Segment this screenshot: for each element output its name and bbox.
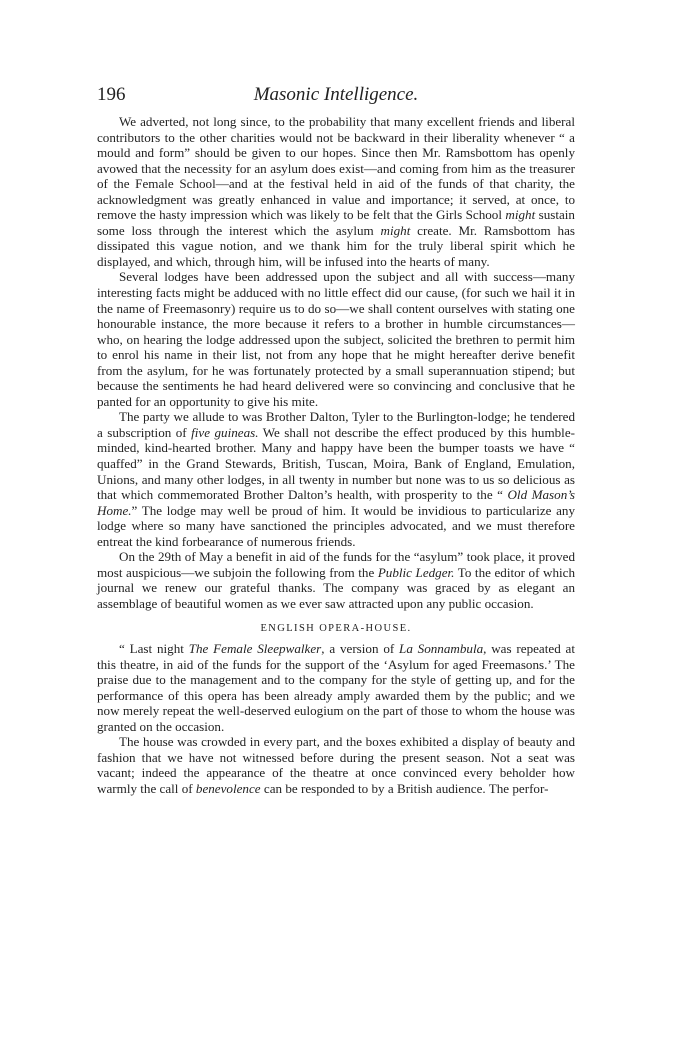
- text-run: We shall not describe the effect produced by this humble-minded, kind-hearted brother. Many and happy have been the bumper toasts we have “ quaffed” in the Grand Stewards, British, Tuscan, Moira, Bank of England, Emulation, Unions, and many other lodges, in all twenty in number but none was to us so delicious as that which commemorated Brother Dalton’s health, with prosperity to the “: [97, 424, 575, 503]
- paragraph: [97, 269, 575, 409]
- running-head: [97, 84, 575, 110]
- italic-text: might: [380, 222, 411, 238]
- italic-text: Public Ledger.: [377, 564, 455, 580]
- text-run: We adverted, not long since, to the probability that many excellent friends and liberal contributors to the other charities would not be backward in their liberality whenever “ a mould and form” should be given to our hopes. Since then Mr. Ramsbottom has openly avowed that the necessity for an asylum does exist—and coming from him as the treasurer of the Female School—and at the festival held in aid of the funds of that charity, the acknowledgment was greatly enhanced in value and importance; it served, at once, to remove the hasty impression which was likely to be felt that the Girls School: [97, 114, 575, 223]
- text-run: Several lodges have been addressed upon the subject and all with success—many interesting facts might be adduced with no little effect did our cause, (for such we hail it in the name of Freemasonry) require us to do so—we shall content ourselves with stating one honourable instance, the more because it refers to a brother in humble circumstances—who, on hearing the lodge addressed upon the subject, solicited the brethren to permit him to enrol his name in their list, not from any hope that he might hereafter derive benefit from the asylum, for he was fortunately protected by a small superannuation stipend; but because the sentiments he had heard delivered were so convincing and conclusive that he panted for an opportunity to give his mite.: [97, 269, 575, 409]
- article-body: [97, 114, 575, 797]
- text-run: , was repeated at this theatre, in aid of the funds for the support of the ‘Asylum for aged Freemasons.’ The praise due to the management and to the company for the style of getting up, and for the performance of this opera has been already amply awarded them by the public; and we now merely repeat the well-deserved eulogium on the part of those to whom the house was granted on the occasion.: [97, 641, 575, 734]
- text-run: can be responded to by a British audience. The perfor-: [260, 780, 549, 796]
- paragraph: [97, 549, 575, 611]
- paragraph: [97, 734, 575, 796]
- page: [97, 84, 575, 797]
- paragraph: [97, 114, 575, 269]
- italic-text: might: [505, 207, 536, 223]
- italic-text: five guineas.: [191, 424, 259, 440]
- text-run: ” The lodge may well be proud of him. It would be invidious to particularize any lodge where so many have sanctioned the principles advocated, and we must therefore entreat the kind forbearance of numerous friends.: [97, 502, 575, 549]
- section-heading: ENGLISH OPERA-HOUSE.: [260, 622, 412, 634]
- text-run: On the 29th of May a benefit in aid of the funds for the “asylum” took place, it proved most auspicious—we subjoin the following from the: [97, 549, 575, 580]
- text-run: create. Mr. Ramsbottom has dissipated this vague notion, and we thank him for the truly liberal spirit which he displayed, and which, through him, will be infused into the hearts of many.: [97, 222, 575, 269]
- paragraph: [97, 641, 575, 734]
- italic-text: benevolence: [195, 780, 261, 796]
- text-run: The house was crowded in every part, and the boxes exhibited a display of beauty and fashion that we have not witnessed before during the present season. Not a seat was vacant; indeed the appearance of the theatre at once convinced every beholder how warmly the call of: [97, 734, 575, 796]
- italic-text: The Female Sleepwalker: [188, 641, 322, 657]
- text-run: sustain some loss through the interest which the asylum: [97, 207, 575, 238]
- text-run: “ Last night: [119, 641, 189, 657]
- italic-text: La Sonnambula: [399, 641, 484, 657]
- text-run: To the editor of which journal we renew our grateful thanks. The company was graced by as elegant an assemblage of beautiful women as we ever saw attracted upon any public occasion.: [97, 564, 575, 611]
- page-number: 196: [97, 84, 126, 105]
- text-run: The party we allude to was Brother Dalton, Tyler to the Burlington-lodge; he tendered a subscription of: [97, 409, 575, 440]
- running-title: Masonic Intelligence.: [253, 84, 419, 105]
- text-run: , a version of: [321, 641, 400, 657]
- paragraph: [97, 409, 575, 549]
- italic-text: Old Mason’s Home.: [97, 487, 576, 518]
